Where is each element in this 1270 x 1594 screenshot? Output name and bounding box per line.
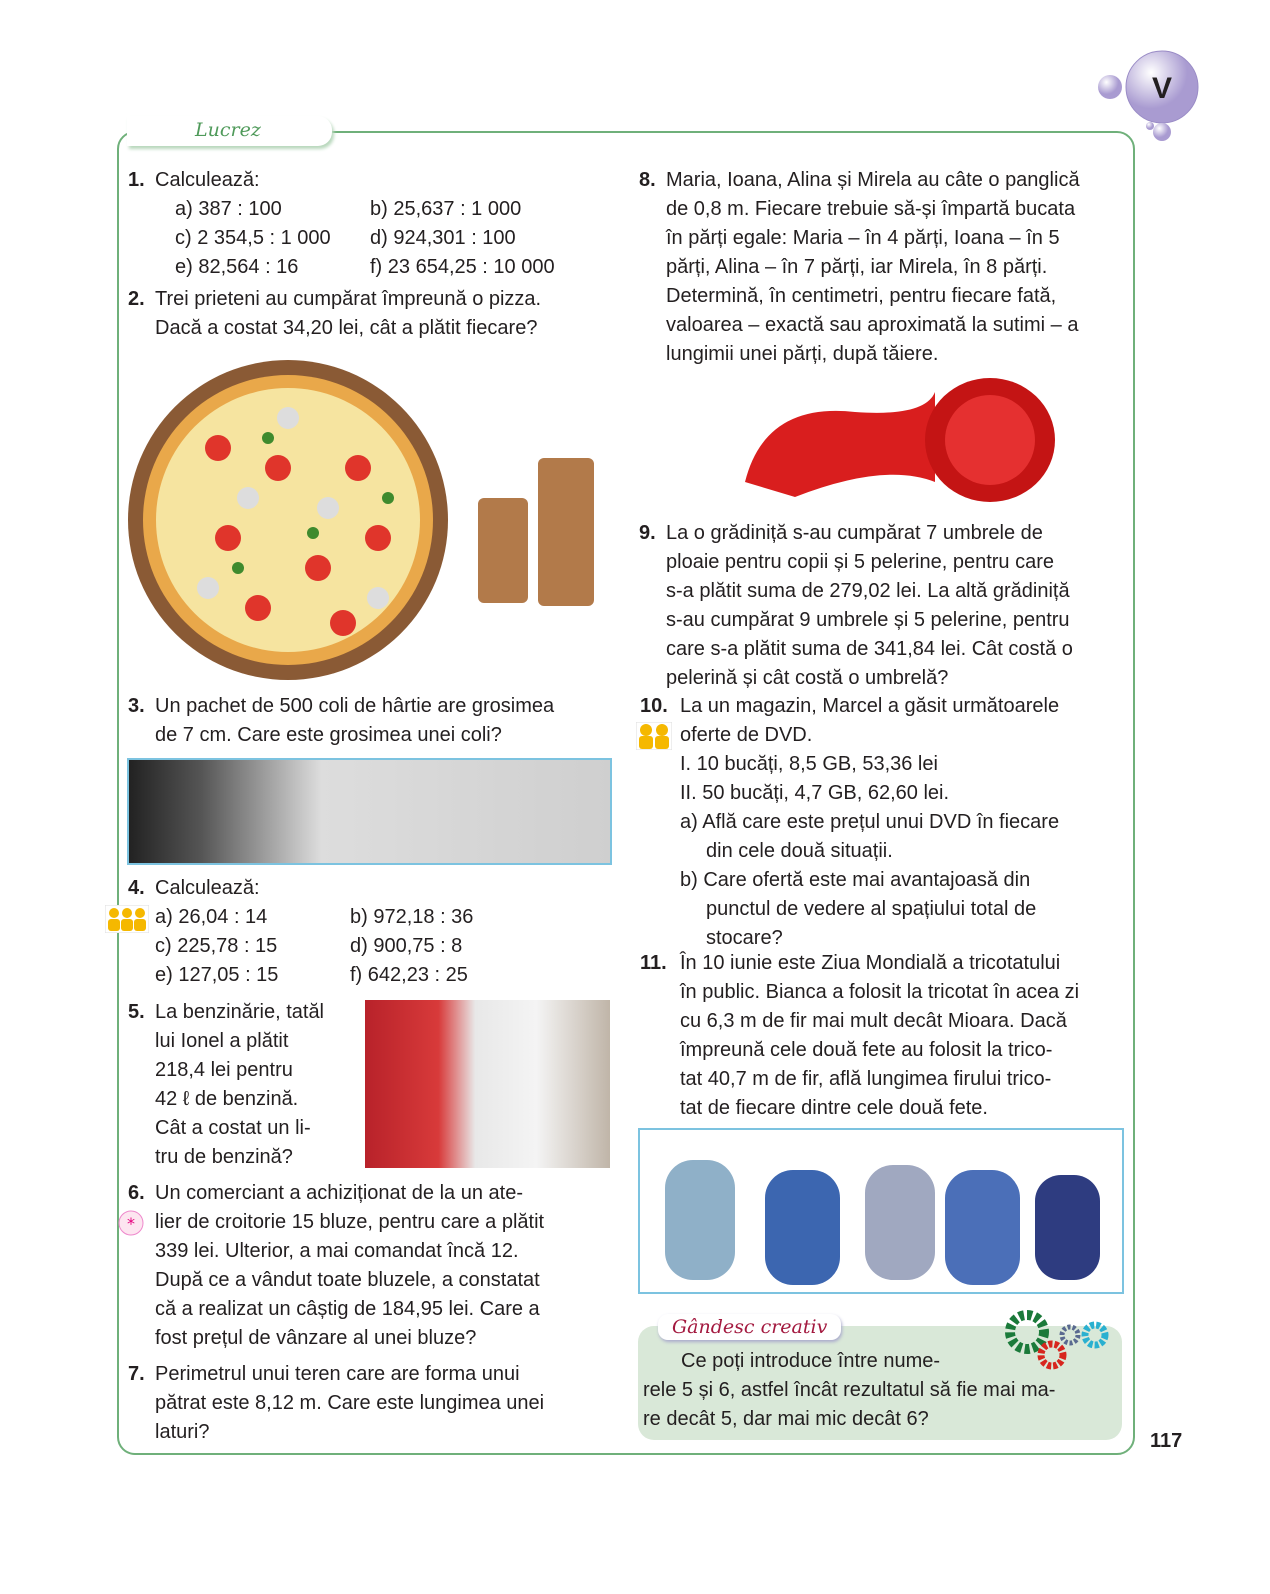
exercise-number: 9.	[639, 522, 656, 544]
text-line: care s-a plătit suma de 341,84 lei. Cât costă o	[666, 638, 1073, 660]
exercise-4	[128, 874, 550, 990]
page-number: 117	[1150, 1430, 1183, 1452]
item: a) 387 : 100	[175, 198, 282, 220]
text-line: tat 40,7 m de fir, află lungimea firului trico-	[680, 1068, 1052, 1090]
group-work-icon	[105, 905, 149, 933]
exercise-6	[128, 1179, 545, 1353]
text-line: ploaie pentru copii și 5 pelerine, pentru care	[666, 551, 1055, 573]
fuel-pump-image	[365, 1000, 610, 1168]
creative-title: Gândesc creativ	[658, 1314, 841, 1340]
exercise-number: 4.	[128, 877, 145, 899]
item: b) 972,18 : 36	[350, 906, 474, 928]
pizza-coins-image	[128, 358, 608, 683]
creative-text	[643, 1347, 1055, 1434]
text-line: I. 10 bucăți, 8,5 GB, 53,36 lei	[680, 753, 938, 775]
text-line: Determină, în centimetri, pentru fiecare fată,	[666, 285, 1057, 307]
text-line: din cele două situații.	[706, 840, 893, 862]
text-line: împreună cele două fete au folosit la trico-	[680, 1039, 1053, 1061]
text-line: lier de croitorie 15 bluze, pentru care a plătit	[155, 1211, 545, 1233]
exercise-number: 6.	[128, 1182, 145, 1204]
item: a) 26,04 : 14	[155, 906, 268, 928]
text-line: pătrat este 8,12 m. Care este lungimea unei	[155, 1392, 545, 1414]
text-line: de 0,8 m. Fiecare trebuie să-și împartă bucata	[666, 198, 1076, 220]
text-line: Un pachet de 500 coli de hârtie are grosimea	[155, 695, 555, 717]
text-line: Perimetrul unui teren care are forma unui	[155, 1363, 520, 1385]
text-line: La o grădiniță s-au cumpărat 7 umbrele de	[666, 522, 1043, 544]
text-line: După ce a vândut toate bluzele, a constatat	[155, 1269, 540, 1291]
exercise-8	[639, 166, 1080, 369]
item: e) 82,564 : 16	[175, 256, 299, 278]
text-line: În 10 iunie este Ziua Mondială a tricotatului	[680, 952, 1061, 974]
text-line: Maria, Ioana, Alina și Mirela au câte o panglică	[666, 169, 1080, 191]
red-ribbon-image	[735, 372, 1055, 507]
item: b) 25,637 : 1 000	[370, 198, 522, 220]
exercise-number: 1.	[128, 169, 145, 191]
text-line: lungimii unei părți, după tăiere.	[666, 343, 939, 365]
text-line: în părți egale: Maria – în 4 părți, Ioana – în 5	[666, 227, 1060, 249]
text-line: lui Ionel a plătit	[155, 1030, 289, 1052]
text-line: La un magazin, Marcel a găsit următoarele	[680, 695, 1060, 717]
text-line: pelerină și cât costă o umbrelă?	[666, 667, 949, 689]
text-line: că a realizat un câștig de 184,95 lei. Care a	[155, 1298, 540, 1320]
text-line: 339 lei. Ulterior, a mai comandat încă 12.	[155, 1240, 519, 1262]
star-difficulty-icon	[118, 1210, 144, 1236]
text-line: La benzinărie, tatăl	[155, 1001, 325, 1023]
text-line: laturi?	[155, 1421, 210, 1443]
exercise-7	[128, 1360, 545, 1447]
exercise-number: 3.	[128, 695, 145, 717]
item: d) 924,301 : 100	[370, 227, 516, 249]
section-tab	[127, 116, 332, 146]
pair-work-icon	[636, 722, 672, 750]
exercise-title: Calculează:	[155, 169, 260, 191]
section-title: Lucrez	[195, 119, 261, 141]
text-line: stocare?	[706, 927, 783, 949]
text-line: tru de benzină?	[155, 1146, 293, 1168]
text-line: oferte de DVD.	[680, 724, 813, 746]
gears-icon	[1005, 1310, 1115, 1372]
text-line: în public. Bianca a folosit la tricotat în acea zi	[680, 981, 1080, 1003]
svg-text:*: *	[127, 1214, 135, 1233]
exercise-number: 11.	[640, 952, 667, 974]
text-line: fost prețul de vânzare al unei bluze?	[155, 1327, 477, 1349]
text-line: a) Află care este prețul unui DVD în fiecare	[680, 811, 1060, 833]
text-line: Un comerciant a achiziționat de la un ate-	[155, 1182, 523, 1204]
text-line: Cât a costat un li-	[155, 1117, 311, 1139]
paper-stack-image	[127, 758, 612, 865]
text-line: tat de fiecare dintre cele două fete.	[680, 1097, 988, 1119]
exercise-5	[128, 998, 325, 1172]
text-line: Dacă a costat 34,20 lei, cât a plătit fiecare?	[155, 317, 538, 339]
exercise-3	[128, 692, 555, 750]
text-line: 42 ℓ de benzină.	[155, 1088, 299, 1110]
chapter-bubble-icon	[1092, 50, 1207, 145]
exercise-10	[640, 692, 1060, 953]
mittens-image	[638, 1128, 1124, 1294]
text-line: b) Care ofertă este mai avantajoasă din	[680, 869, 1031, 891]
item: c) 2 354,5 : 1 000	[175, 227, 331, 249]
text-line: valoarea – exactă sau aproximată la sutimi – a	[666, 314, 1079, 336]
text-line: rele 5 și 6, astfel încât rezultatul să fie mai ma-	[643, 1379, 1056, 1401]
item: c) 225,78 : 15	[155, 935, 278, 957]
text-line: părți, Alina – în 7 părți, iar Mirela, în 8 părți.	[666, 256, 1048, 278]
text-line: s-a plătit suma de 279,02 lei. La altă grădiniță	[666, 580, 1070, 602]
exercise-number: 8.	[639, 169, 656, 191]
exercise-2	[128, 285, 542, 343]
text-line: re decât 5, dar mai mic decât 6?	[643, 1408, 929, 1430]
text-line: punctul de vedere al spațiului total de	[706, 898, 1037, 920]
exercise-number: 10.	[640, 695, 668, 717]
item: f) 642,23 : 25	[350, 964, 468, 986]
item: e) 127,05 : 15	[155, 964, 279, 986]
exercise-number: 7.	[128, 1363, 145, 1385]
item: d) 900,75 : 8	[350, 935, 463, 957]
exercise-number: 5.	[128, 1001, 145, 1023]
text-line: II. 50 bucăți, 4,7 GB, 62,60 lei.	[680, 782, 950, 804]
text-line: cu 6,3 m de fir mai mult decât Mioara. Dacă	[680, 1010, 1067, 1032]
text-line: de 7 cm. Care este grosimea unei coli?	[155, 724, 502, 746]
chapter-label: V	[1151, 72, 1173, 105]
exercise-number: 2.	[128, 288, 145, 310]
text-line: 218,4 lei pentru	[155, 1059, 293, 1081]
exercise-11	[640, 949, 1080, 1123]
text-line: Trei prieteni au cumpărat împreună o pizza.	[155, 288, 542, 310]
exercise-1	[128, 166, 630, 282]
text-line: Ce poți introduce între nume-	[681, 1350, 941, 1372]
exercise-9	[639, 519, 1073, 693]
item: f) 23 654,25 : 10 000	[370, 256, 555, 278]
exercise-title: Calculează:	[155, 877, 260, 899]
text-line: s-au cumpărat 9 umbrele și 5 pelerine, pentru	[666, 609, 1070, 631]
